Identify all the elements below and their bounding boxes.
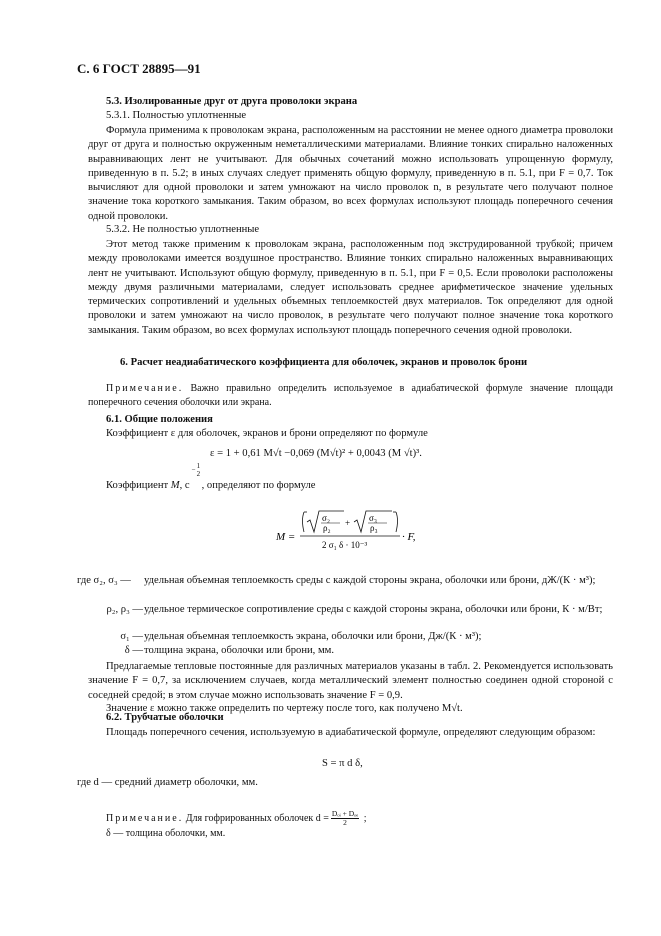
paragraph-epsilon-chart: Значение ε можно также определить по чертежу после того, как получено M√t. [106, 703, 463, 714]
coef-m-post: , определяют по формуле [201, 480, 316, 491]
note2-text: Для гофрированных оболочек d = [183, 812, 329, 824]
paragraph-5-3-2: Этот метод также применим к проволокам экрана, расположенным под экструдированной трубкой; причем между проволоками имеется воздушное пространство. Влияние тонких спирально наложенных выравнивающих лент не учитывают. Используют общую формулу, приведенную в п. 5.1, при F = 0,5. Если проволоки расположены между двумя различными материалами, следует использовать среднее арифметическое значение удельных термических сопротивлений и удельных объемных теплоемкостей двух материалов. Ток определяют для одной проволоки и затем умножают на число проволок, в результате чего получают полное значение тока короткого замыкания. Таким образом, во всех формулах используют площадь поперечного сечения одной проволоки. [88, 239, 613, 336]
formula-m-denominator: 2 σ₁ δ · 10⁻³ [322, 540, 368, 550]
section-6-2-heading: 6.2. Трубчатые оболочки [106, 712, 224, 723]
note-label: Примечание. [106, 383, 184, 394]
section-5-3-heading: 5.3. Изолированные друг от друга проволоки экрана [106, 96, 358, 107]
delta-line: δ — толщина оболочки, мм. [106, 828, 226, 839]
coef-m-exponent: − 1 2 [191, 462, 201, 478]
paragraph-5-3-1: Формула применима к проволокам экрана, расположенным на расстоянии не менее одного диаметра проволоки друг от друга и полностью окруженным неметаллическими материалами. Влияние тонких спирально наложенных выравнивающих лент не учитывают. Для обычных сочетаний можно использовать упрощенную формулу, приведенную в п. 5.2; в иных случаях следует применять общую формулу, приведенную в п. 5.1, при F = 0,7. Ток вычисляют для одной проволоки и затем умножают на число проволок n, в результате чего получают полное значение тока короткого замыкания. Таким образом, во всех формулах используют площадь поперечного сечения одной проволоки. [88, 125, 613, 222]
section-6-1-line: Коэффициент ε для оболочек, экранов и брони определяют по формуле [106, 428, 428, 439]
rho3: ρ₃ [370, 523, 378, 533]
formula-m-tail: · F, [402, 531, 416, 543]
section-6-heading: 6. Расчет неадиабатического коэффициента для оболочек, экранов и проволок брони [120, 357, 528, 368]
paragraph-6-2: Площадь поперечного сечения, используемую в адиабатической формуле, определяют следующим образом: [106, 727, 596, 738]
page-header: С. 6 ГОСТ 28895—91 [77, 61, 201, 76]
note-6 [88, 382, 613, 409]
paragraph-constants: Предлагаемые тепловые постоянные для различных материалов указаны в табл. 2. Рекомендуется использовать значение F = 0,7, за исключением случаев, когда металлический элемент полностью соединен одной стороной с соседней средой; в этом случае можно использовать значение F = 0,9. [88, 661, 613, 701]
note-text: Важно правильно определить используемое в адиабатической формуле значение площади поперечного сечения оболочки или экрана. [88, 383, 613, 408]
where-d-line: где d — средний диаметр оболочки, мм. [77, 777, 258, 788]
note-6-2 [106, 810, 366, 827]
coef-m-line [106, 462, 316, 491]
note2-end: ; [361, 812, 367, 824]
section-6-1-heading: 6.1. Общие положения [106, 414, 213, 425]
coef-m-pre: Коэффициент [106, 480, 171, 491]
note2-label: Примечание. [106, 812, 184, 824]
formula-s: S = π d δ, [322, 758, 363, 769]
formula-epsilon: ε = 1 + 0,61 M√t −0,069 (M√t)² + 0,0043 (M √t)³. [210, 448, 422, 459]
formula-m [270, 506, 420, 556]
note2-fraction: Dₒᵢ + Dₒₑ 2 [331, 809, 359, 827]
document-page: С. 6 ГОСТ 28895—91 5.3. Изолированные друг от друга проволоки экрана 5.3.1. Полностью уплотненные Формула применима к проволокам экрана, расположенным на расстоянии не менее одного диаметра проволоки друг от друга и полностью окруженным неметаллическими материалами. Влияние тонких спирально наложенных выравнивающих лент не учитывают. Для обычных сочетаний можно использовать упрощенную формулу, приведенную в п. 5.2; в иных случаях следует применять общую формулу, приведенную в п. 5.1, при F = 0,7. Ток вычисляют для одной проволоки и затем умножают на число проволок n, в результате чего получают полное значение тока короткого замыкания. Таким образом, во всех формулах используют площадь поперечного сечения одной проволоки. 5.3.2. Не полностью уплотненные Этот метод также применим к проволокам экрана, расположенным под экструдированной трубкой; причем между проволоками имеется воздушное пространство. Влияние тонких спирально наложенных выравнивающих лент не учитывают. Используют общую формулу, приведенную в п. 5.1, при F = 0,5. Если проволоки расположены между двумя различными материалами, следует использовать среднее арифметическое значение удельных термических сопротивлений и удельных объемных теплоемкостей двух материалов. Ток определяют для одной проволоки и затем умножают на число проволок, в результате чего получают полное значение тока короткого замыкания. Таким образом, во всех формулах используют площадь поперечного сечения одной проволоки. 6. Расчет неадиабатического коэффициента для оболочек, экранов и проволок брони Примечание. Важно правильно определить используемое в адиабатической формуле значение площади поперечного сечения оболочки или экрана. 6.1. Общие положения Коэффициент ε для оболочек, экранов и брони определяют по формуле ε = 1 + 0,61 M√t −0,069 (M√t)² + 0,0043 (M √t)³. Коэффициент M, с − 1 2 , определяют по формуле M = σ₂ ρ₂ + σ₃ ρ₃ 2 σ₁ δ · 10⁻³ · F, где σ₂, σ₃ — удельная объемная теплоемкость среды с каждой стороны экрана, оболочки или брони, дЖ/(К · м³); ρ₂, ρ₃ — удельное термическое сопротивление среды с каждой стороны экрана, оболочки или брони, К · м/Вт; σ₁ — удельная объемная теплоемкость экрана, оболочки или брони, Дж/(К · м³); δ — толщина экрана, оболочки или брони, мм. Предлагаемые тепловые постоянные для различных материалов указаны в табл. 2. Рекомендуется использовать значение F = 0,7, за исключением случаев, когда металлический элемент полностью соединен одной стороной с соседней средой; в этом случае можно использовать значение F = 0,9. Значение ε можно также определить по чертежу после того, как получено M√t. 6.2. Трубчатые оболочки Площадь поперечного сечения, используемую в адиабатической формуле, определяют следующим образом: S = π d δ, где d — средний диаметр оболочки, мм. Примечание. Для гофрированных оболочек d = Dₒᵢ + Dₒₑ 2 ; δ — толщина оболочки, мм. [77, 61, 613, 839]
coef-m-var: M [170, 480, 180, 491]
sigma3: σ₃ [369, 513, 377, 523]
sigma2: σ₂ [322, 513, 330, 523]
coef-m-unit: , с [179, 480, 190, 491]
plus-sign: + [345, 518, 351, 528]
subsection-5-3-2: 5.3.2. Не полностью уплотненные [106, 224, 260, 235]
formula-m-lhs: M = [276, 531, 296, 543]
subsection-5-3-1: 5.3.1. Полностью уплотненные [106, 110, 247, 121]
rho2: ρ₂ [323, 523, 331, 533]
